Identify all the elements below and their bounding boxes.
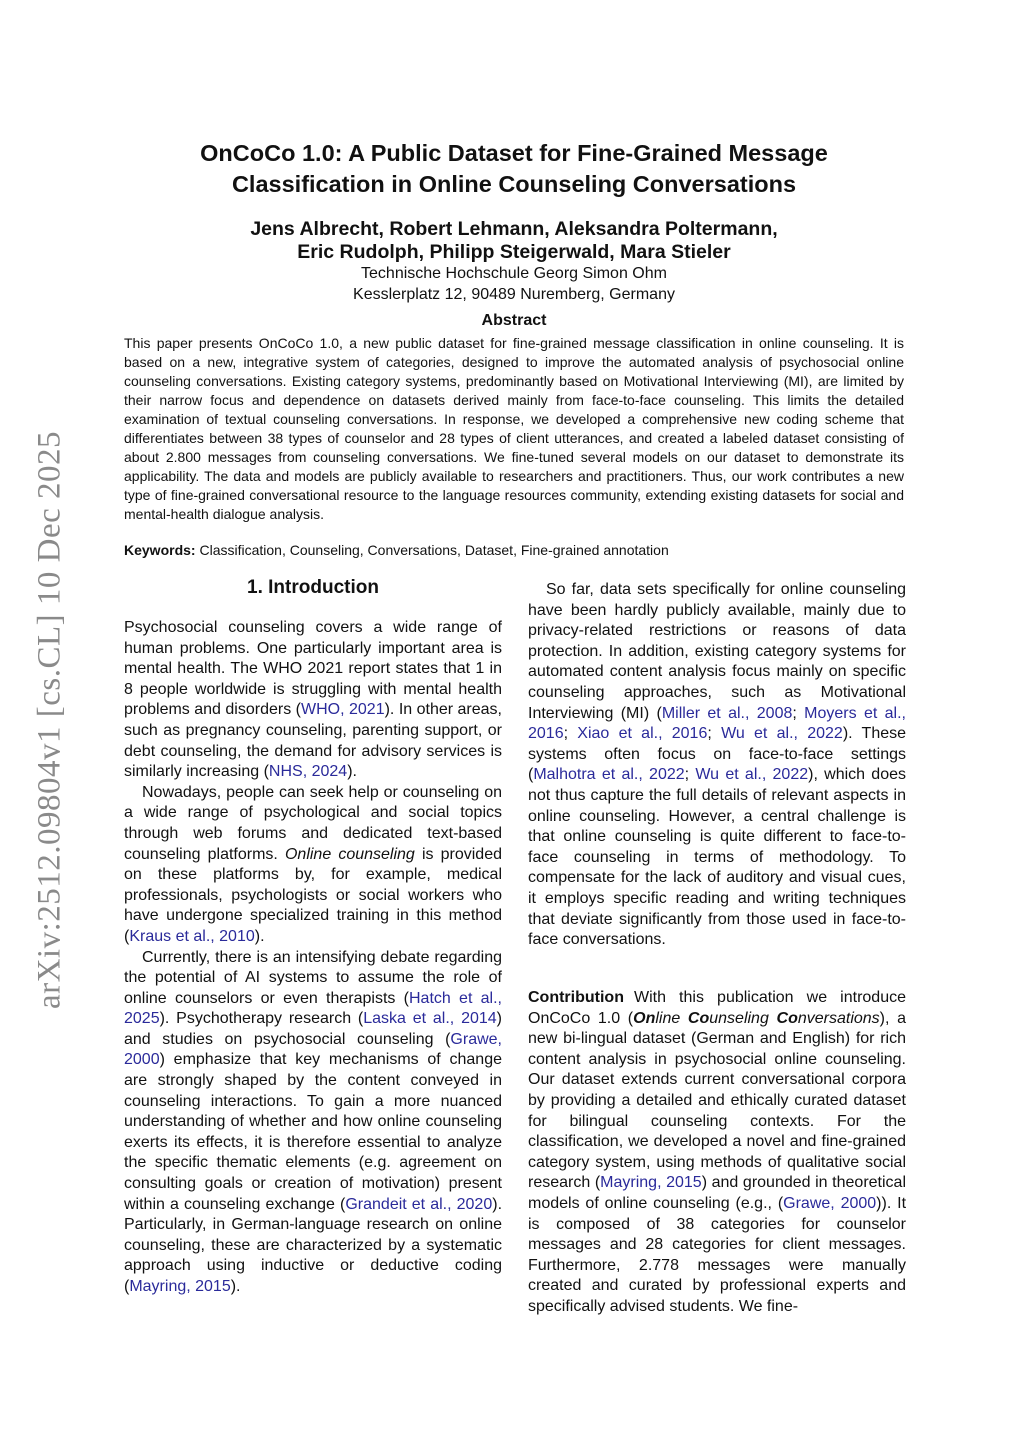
abstract-heading: Abstract [481,312,547,329]
contribution-paragraph: Contribution With this publication we introduce OnCoCo 1.0 (Online Counseling Conversations), a new bi-lingual dataset (German and English) for rich content analysis in psychosocial online counseling. Our dataset extends current conversational corpora by providing a detailed and ethically curated dataset for bilingual counseling contexts. For the classification, we developed a novel and fine-grained category system, using methods of qualitative social research (Mayring, 2015) and grounded in theoretical models of online counseling (e.g., (Grawe, 2000)). It is composed of 38 categories for counselor messages and 28 categories for client messages. Furthermore, 2.778 messages were manually created and curated by professional experts and specifically advised students. We fine- [528,989,907,1315]
abstract-text: This paper presents OnCoCo 1.0, a new public dataset for fine-grained message classification in online counseling. It is based on a new, integrative system of categories, designed to improve the automated analysis of psychosocial online counseling conversations. Existing category systems, predominantly based on Motivational Interviewing (MI), are limited by their narrow focus and dependence on datasets derived mainly from face-to-face counseling. This limits the detailed examination of textual counseling conversations. In response, we developed a comprehensive new coding scheme that differentiates between 38 types of counselor and 28 types of client utterances, and created a labeled dataset consisting of about 2.800 messages from counseling conversations. We fine-tuned several models on our dataset to demonstrate its applicability. The data and models are publicly available to researchers and practitioners. Thus, our work contributes a new type of fine-grained conversational resource to the language resources community, extending existing datasets for social and mental-health dialogue analysis. [124,335,904,522]
authors-line-1: Jens Albrecht, Robert Lehmann, Aleksandra Poltermann, [250,218,778,240]
citation-link[interactable]: Kraus et al., 2010 [129,927,255,945]
authors-line-2: Eric Rudolph, Philipp Steigerwald, Mara Stieler [297,241,731,263]
citation-link[interactable]: Grandeit et al., 2020 [345,1195,493,1213]
citation-link[interactable]: Mayring, 2015 [129,1278,231,1295]
left-column [124,618,502,1298]
citation-link[interactable]: Miller et al., 2008 [661,704,793,722]
citation-link[interactable]: Malhotra et al., 2022 [533,766,685,784]
right-column-top [528,580,906,951]
title-line-1: OnCoCo 1.0: A Public Dataset for Fine-Grained Message [200,140,828,166]
affiliation-line-1: Technische Hochschule Georg Simon Ohm [361,265,667,282]
intro-paragraph-3: Currently, there is an intensifying debate regarding the potential of AI systems to assume the role of online counselors or even therapists (Hatch et al., 2025). Psychotherapy research (Laska et al., 2014) and studies on psychosocial counseling (Grawe, 2000) emphasize that key mechanisms of change are strongly shaped by the content conveyed in counseling interactions. To gain a more nuanced understanding of whether and how online counseling exerts its effects, it is therefore essential to analyze the specific thematic elements (e.g. agreement on consulting goals or creation of motivation) present within a counseling exchange (Grandeit et al., 2020). Particularly, in German-language research on online counseling, these are characterized by a systematic approach using inductive or deductive coding (Mayring, 2015). [124,948,503,1295]
contribution-heading: Contribution [528,989,624,1006]
author-list [124,218,904,264]
affiliation-line-2: Kesslerplatz 12, 90489 Nuremberg, Germany [353,286,675,303]
citation-link[interactable]: Laska et al., 2014 [363,1010,497,1028]
right-column-bottom [528,988,906,1318]
keywords [124,542,904,558]
citation-link[interactable]: Mayring, 2015 [600,1174,702,1192]
arxiv-id-text: arXiv:2512.09804v1 [cs.CL] 10 Dec 2025 [31,430,68,1010]
citation-link[interactable]: Hatch et al., 2025 [124,989,503,1028]
intro-paragraph-1: Psychosocial counseling covers a wide range of human problems. One particularly important area is mental health. The WHO 2021 report states that 1 in 8 people worldwide is struggling with mental health problems and disorders (WHO, 2021). In other areas, such as pregnancy counseling, parenting support, or debt counseling, the demand for advisory services is similarly increasing (NHS, 2024). [124,619,503,781]
citation-link[interactable]: Wu et al., 2022 [695,766,809,784]
paper-title [124,138,904,200]
citation-link[interactable]: Wu et al., 2022 [721,725,843,743]
citation-link[interactable]: Moyers et al., 2016 [528,704,907,743]
section-heading-introduction: 1. Introduction [247,577,379,598]
title-line-2: Classification in Online Counseling Conversations [231,171,797,197]
keywords-text: Classification, Counseling, Conversations, Dataset, Fine-grained annotation [199,542,669,558]
keywords-label: Keywords: [124,542,196,558]
citation-link[interactable]: Grawe, 2000 [124,1030,502,1069]
citation-link[interactable]: Xiao et al., 2016 [577,725,708,743]
affiliation [124,263,904,305]
arxiv-identifier [30,430,70,1010]
intro-paragraph-2: Nowadays, people can seek help or counseling on a wide range of psychological and social topics through web forums and dedicated text-based counseling platforms. Online counseling is provided on these platforms by, for example, medical professionals, psychologists or social workers who have undergone specialized training in this method (Kraus et al., 2010). [124,783,502,945]
intro-paragraph-4: So far, data sets specifically for online counseling have been hardly publicly available, mainly due to privacy-related restrictions or reasons of data protection. In addition, existing category systems for automated content analysis focus mainly on specific counseling approaches, such as Motivational Interviewing (MI) (Miller et al., 2008; Moyers et al., 2016; Xiao et al., 2016; Wu et al., 2022). These systems often focus on face-to-face settings (Malhotra et al., 2022; Wu et al., 2022), which does not thus capture the full details of relevant aspects in online counseling. However, a central challenge is that online counseling is quite different to face-to-face counseling in terms of methodology. To compensate for the lack of auditory and visual cues, it employs specific reading and writing techniques that deviate significantly from those used in face-to-face conversations. [528,581,907,949]
citation-link[interactable]: Grawe, 2000 [783,1194,877,1212]
citation-link[interactable]: NHS, 2024 [268,763,348,781]
citation-link[interactable]: WHO, 2021 [301,701,385,719]
